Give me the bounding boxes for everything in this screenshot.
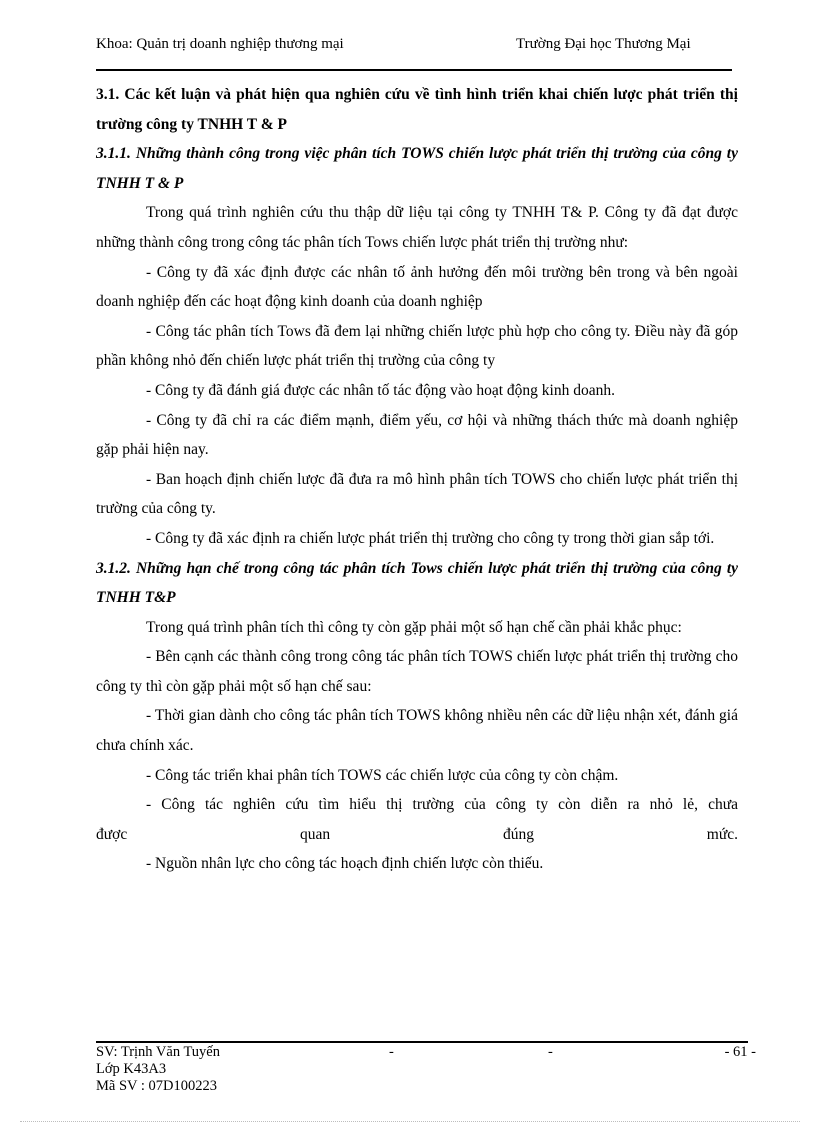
limitation-bullet-4-line-2: được quan đúng mức. bbox=[96, 825, 738, 843]
page-edge-line bbox=[20, 1121, 800, 1122]
limitation-bullet-3: - Công tác triển khai phân tích TOWS các chiến lược của công ty còn chậm. bbox=[146, 766, 619, 784]
page-footer bbox=[96, 1044, 756, 1095]
limitation-bullet-5: - Nguồn nhân lực cho công tác hoạch định chiến lược còn thiếu. bbox=[146, 855, 544, 873]
subsection-heading-3-1-1: 3.1.1. Những thành công trong việc phân tích TOWS chiến lược phát triển thị trường của công ty TNHH T & P bbox=[96, 145, 738, 192]
header-faculty: Khoa: Quản trị doanh nghiệp thương mại bbox=[96, 36, 344, 52]
success-bullet-3: - Công ty đã đánh giá được các nhân tố tác động vào hoạt động kinh doanh. bbox=[146, 381, 615, 399]
footer-divider bbox=[96, 1041, 748, 1043]
footer-student-name: SV: Trịnh Văn Tuyến bbox=[96, 1044, 220, 1060]
page-header bbox=[96, 36, 736, 56]
header-university: Trường Đại học Thương Mại bbox=[516, 36, 691, 52]
success-bullet-6: - Công ty đã xác định ra chiến lược phát triển thị trường cho công ty trong thời gian sắp tới. bbox=[146, 529, 715, 547]
subsection-heading-3-1-2: 3.1.2. Những hạn chế trong công tác phân tích Tows chiến lược phát triển thị trường của công ty TNHH T&P bbox=[96, 559, 738, 607]
page-number: - 61 - bbox=[724, 1044, 756, 1060]
footer-student-id: Mã SV : 07D100223 bbox=[96, 1078, 217, 1094]
success-bullet-4: - Công ty đã chỉ ra các điểm mạnh, điểm yếu, cơ hội và những thách thức mà doanh nghiệp gặp phải hiện nay. bbox=[96, 411, 738, 459]
paragraph-intro-limitations: Trong quá trình phân tích thì công ty còn gặp phải một số hạn chế cần phải khắc phục: bbox=[146, 618, 682, 636]
success-bullet-5: - Ban hoạch định chiến lược đã đưa ra mô hình phân tích TOWS cho chiến lược phát triển thị trường của công ty. bbox=[96, 470, 738, 518]
document-body bbox=[96, 80, 738, 879]
footer-dash-2: - bbox=[548, 1044, 553, 1060]
footer-dash-1: - bbox=[389, 1044, 394, 1060]
paragraph-intro-successes: Trong quá trình nghiên cứu thu thập dữ liệu tại công ty TNHH T& P. Công ty đã đạt được những thành công trong công tác phân tích Tows chiến lược phát triển thị trường như: bbox=[96, 204, 738, 251]
limitation-bullet-4-line-1: - Công tác nghiên cứu tìm hiểu thị trường của công ty còn diễn ra nhỏ lẻ, chưa bbox=[146, 796, 738, 814]
section-heading-3-1: 3.1. Các kết luận và phát hiện qua nghiên cứu về tình hình triển khai chiến lược phát triển thị trường công ty TNHH T & P bbox=[96, 86, 738, 133]
success-bullet-1: - Công ty đã xác định được các nhân tố ảnh hưởng đến môi trường bên trong và bên ngoài doanh nghiệp đến các hoạt động kinh doanh của doanh nghiệp bbox=[96, 263, 738, 311]
limitation-bullet-2: - Thời gian dành cho công tác phân tích TOWS không nhiều nên các dữ liệu nhận xét, đánh giá chưa chính xác. bbox=[96, 707, 738, 755]
header-divider bbox=[96, 69, 732, 71]
footer-class: Lớp K43A3 bbox=[96, 1061, 167, 1077]
limitation-bullet-1: - Bên cạnh các thành công trong công tác phân tích TOWS chiến lược phát triển thị trường cho công ty thì còn gặp phải một số hạn chế sau: bbox=[96, 648, 738, 695]
success-bullet-2: - Công tác phân tích Tows đã đem lại những chiến lược phù hợp cho công ty. Điều này đã góp phần không nhỏ đến chiến lược phát triển thị trường của công ty bbox=[96, 322, 738, 370]
